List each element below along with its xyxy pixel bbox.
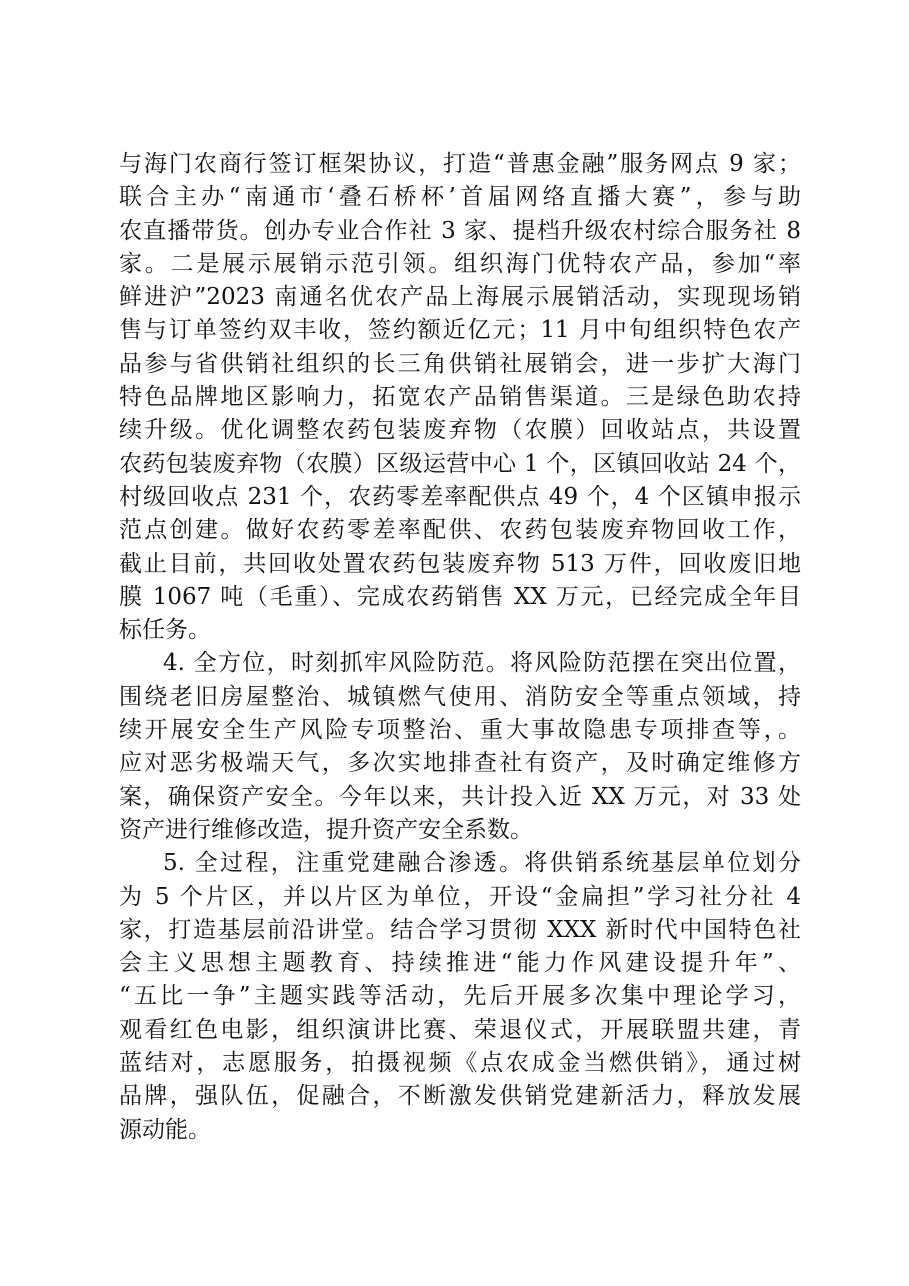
text-line: 观看红色电影，组织演讲比赛、荣退仪式，开展联盟共建，青 (119, 1016, 801, 1043)
paragraph-continued (119, 148, 801, 647)
text-line: 农直播带货。创办专业合作社 3 家、提档升级农村综合服务社 8 (119, 217, 801, 244)
section-heading-line: 4. 全方位，时刻抓牢风险防范。将风险防范摆在突出位置， (163, 650, 801, 677)
text-line: 会主义思想主题教育、持续推进“能力作风建设提升年”、 (119, 950, 801, 977)
text-line: “五比一争”主题实践等活动，先后开展多次集中理论学习， (119, 983, 801, 1010)
text-line: 为 5 个片区，并以片区为单位，开设“金扁担”学习社分社 4 (119, 883, 801, 910)
text-line: 范点创建。做好农药零差率配供、农药包装废弃物回收工作， (119, 517, 801, 544)
text-line: 品牌，强队伍，促融合，不断激发供销党建新活力，释放发展 (119, 1083, 801, 1110)
text-line: 案，确保资产安全。今年以来，共计投入近 XX 万元，对 33 处 (119, 783, 801, 810)
paragraph-section-4 (119, 647, 801, 847)
paragraph-section-5 (119, 847, 801, 1147)
text-line: 村级回收点 231 个，农药零差率配供点 49 个，4 个区镇申报示 (119, 483, 801, 510)
text-line: 售与订单签约双丰收，签约额近亿元；11 月中旬组织特色农产 (119, 317, 801, 344)
text-line: 续升级。优化调整农药包装废弃物（农膜）回收站点，共设置 (119, 417, 801, 444)
text-line: 家。二是展示展销示范引领。组织海门优特农产品，参加“率 (119, 250, 801, 277)
text-line: 蓝结对，志愿服务，拍摄视频《点农成金当燃供销》，通过树 (119, 1050, 801, 1077)
text-line: 品参与省供销社组织的长三角供销社展销会，进一步扩大海门 (119, 350, 801, 377)
text-line: 应对恶劣极端天气，多次实地排查社有资产，及时确定维修方 (119, 750, 801, 777)
text-line: 家，打造基层前沿讲堂。结合学习贯彻 XXX 新时代中国特色社 (119, 916, 801, 943)
text-line: 续开展安全生产风险专项整治、重大事故隐患专项排查等，。 (119, 717, 801, 744)
section-heading-line: 5. 全过程，注重党建融合渗透。将供销系统基层单位划分 (163, 850, 801, 877)
text-line: 与海门农商行签订框架协议，打造“普惠金融”服务网点 9 家； (119, 151, 801, 177)
document-body (119, 148, 801, 1147)
text-line: 资产进行维修改造，提升资产安全系数。 (119, 816, 533, 843)
text-line: 农药包装废弃物（农膜）区级运营中心 1 个，区镇回收站 24 个， (119, 450, 801, 477)
text-line: 联合主办“南通市‘叠石桥杯’首届网络直播大赛”，参与助 (119, 184, 801, 211)
text-line: 鲜进沪”2023 南通名优农产品上海展示展销活动，实现现场销 (119, 284, 801, 311)
text-line: 源动能。 (119, 1116, 211, 1143)
text-line: 截止目前，共回收处置农药包装废弃物 513 万件，回收废旧地 (119, 550, 801, 577)
text-line: 膜 1067 吨（毛重）、完成农药销售 XX 万元，已经完成全年目 (119, 583, 801, 610)
text-line: 特色品牌地区影响力，拓宽农产品销售渠道。三是绿色助农持 (119, 384, 801, 411)
text-line: 围绕老旧房屋整治、城镇燃气使用、消防安全等重点领域，持 (119, 683, 801, 710)
text-line: 标任务。 (119, 617, 211, 644)
